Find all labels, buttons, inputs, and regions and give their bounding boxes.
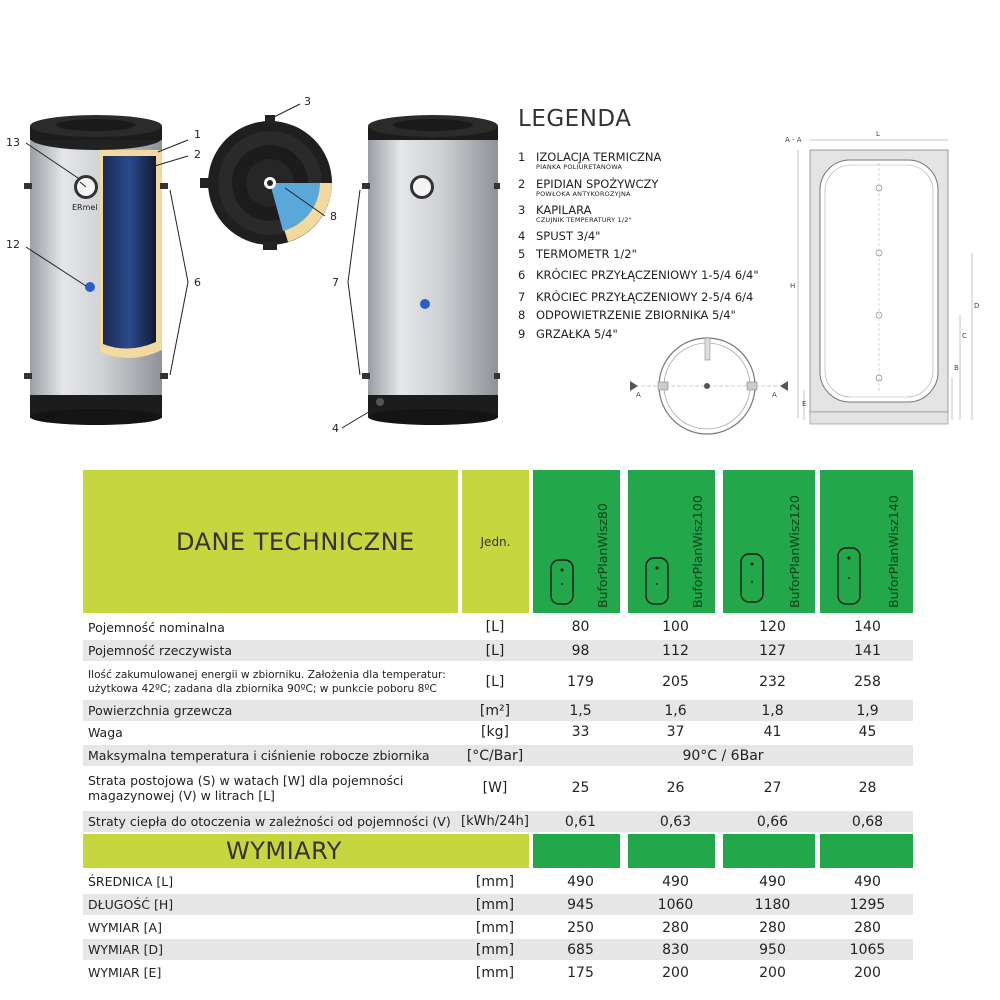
- table-row: Pojemność nominalna [L] 80 100 120 140: [88, 619, 881, 635]
- dims-row: ŚREDNICA [L] [mm] 490 490 490 490: [88, 873, 881, 890]
- dim-h-label: H: [790, 282, 796, 290]
- table-row: Maksymalna temperatura i ciśnienie robocze zbiornika [°C/Bar] 90°C / 6Bar: [83, 745, 913, 766]
- table-row: Strata postojowa (S) w watach [W] dla pojemności magazynowej (V) w litrach [L] [W] 25 26 27 28: [88, 773, 877, 803]
- model-header-100: [628, 470, 715, 613]
- legend-item: 9 GRZAŁKA 5/4": [518, 327, 618, 341]
- table-row: Powierzchnia grzewcza [m²] 1,5 1,6 1,8 1,9: [83, 700, 913, 721]
- model-header-120: [723, 470, 815, 613]
- model-name: BuforPlanWisz140: [886, 495, 901, 608]
- legend-item: 2 EPIDIAN SPOŻYWCZY POWŁOKA ANTYKOROZYJNA: [518, 177, 659, 198]
- legend-item: 8 ODPOWIETRZENIE ZBIORNIKA 5/4": [518, 308, 736, 322]
- model-name: BuforPlanWisz80: [595, 503, 610, 608]
- dims-title: WYMIARY: [226, 837, 342, 865]
- model-header-80: [533, 470, 620, 613]
- callout-4: 4: [332, 422, 339, 435]
- callout-8: 8: [330, 210, 337, 223]
- dims-row: DŁUGOŚĆ [H] [mm] 945 1060 1180 1295: [83, 894, 913, 915]
- table-row: Ilość zakumulowanej energii w zbiorniku. Założenia dla temperatur: użytkowa 42ºC; zadana dla zbiornika 90ºC; w punkcie poboru 8ºC [L] 179 205 232 258: [88, 669, 881, 695]
- tank-icon: [737, 550, 767, 606]
- tank-icon: [547, 552, 577, 608]
- dim-b-label: B: [954, 364, 959, 372]
- dim-d-label: D: [974, 302, 980, 310]
- product-illustration: [0, 90, 500, 440]
- dim-c-label: C: [962, 332, 967, 340]
- dims-row: WYMIAR [D] [mm] 685 830 950 1065: [83, 939, 913, 960]
- table-title-cell: [83, 470, 458, 613]
- dims-row: WYMIAR [E] [mm] 175 200 200 200: [88, 964, 881, 981]
- callout-1: 1: [194, 128, 201, 141]
- section-mark-a-left: A: [636, 391, 641, 399]
- model-name: BuforPlanWisz100: [690, 495, 705, 608]
- dims-header-cell: [820, 834, 913, 868]
- table-row: Pojemność rzeczywista [L] 98 112 127 141: [83, 640, 913, 661]
- legend-item: 1 IZOLACJA TERMICZNA PIANKA POLIURETANOWA: [518, 150, 662, 171]
- callout-2: 2: [194, 148, 201, 161]
- model-name: BuforPlanWisz120: [787, 495, 802, 608]
- legend-title: LEGENDA: [518, 106, 632, 132]
- tank-top-view: [200, 115, 332, 250]
- callout-3: 3: [304, 95, 311, 108]
- callout-12: 12: [6, 238, 20, 251]
- section-top-drawing: [630, 330, 790, 440]
- callout-13: 13: [6, 136, 20, 149]
- tank-external: [362, 115, 500, 425]
- legend-item: 3 KAPILARA CZUJNIK TEMPERATURY 1/2": [518, 203, 632, 224]
- unit-header-cell: [462, 470, 529, 613]
- legend-item: 5 TERMOMETR 1/2": [518, 247, 637, 261]
- dims-header-cell: [533, 834, 620, 868]
- model-header-140: [820, 470, 913, 613]
- callout-7: 7: [332, 276, 339, 289]
- brand-logo: ERmel: [72, 203, 98, 212]
- table-title: DANE TECHNICZNE: [176, 527, 415, 556]
- dims-title-cell: [83, 834, 529, 868]
- section-mark-a-right: A: [772, 391, 777, 399]
- tank-cutaway: [24, 115, 168, 425]
- table-row: Waga [kg] 33 37 41 45: [88, 724, 877, 740]
- legend-item: 7 KRÓCIEC PRZYŁĄCZENIOWY 2-5/4 6/4: [518, 290, 754, 304]
- dims-header-cell: [723, 834, 815, 868]
- dim-e-label: E: [802, 400, 807, 408]
- callout-6: 6: [194, 276, 201, 289]
- tank-icon: [642, 552, 672, 608]
- legend-item: 6 KRÓCIEC PRZYŁĄCZENIOWY 1-5/4 6/4": [518, 268, 759, 282]
- tank-icon: [834, 544, 864, 606]
- table-row: Straty ciepła do otoczenia w zależności od pojemności (V) [kWh/24h] 0,61 0,63 0,66 0,68: [83, 811, 913, 832]
- unit-header: Jedn.: [480, 534, 511, 549]
- legend-item: 4 SPUST 3/4": [518, 229, 601, 243]
- section-aa-drawing: [780, 128, 980, 433]
- section-aa-label: A - A: [785, 136, 802, 144]
- dim-l-label: L: [876, 130, 880, 138]
- dims-row: WYMIAR [A] [mm] 250 280 280 280: [88, 919, 881, 936]
- dims-header-cell: [628, 834, 715, 868]
